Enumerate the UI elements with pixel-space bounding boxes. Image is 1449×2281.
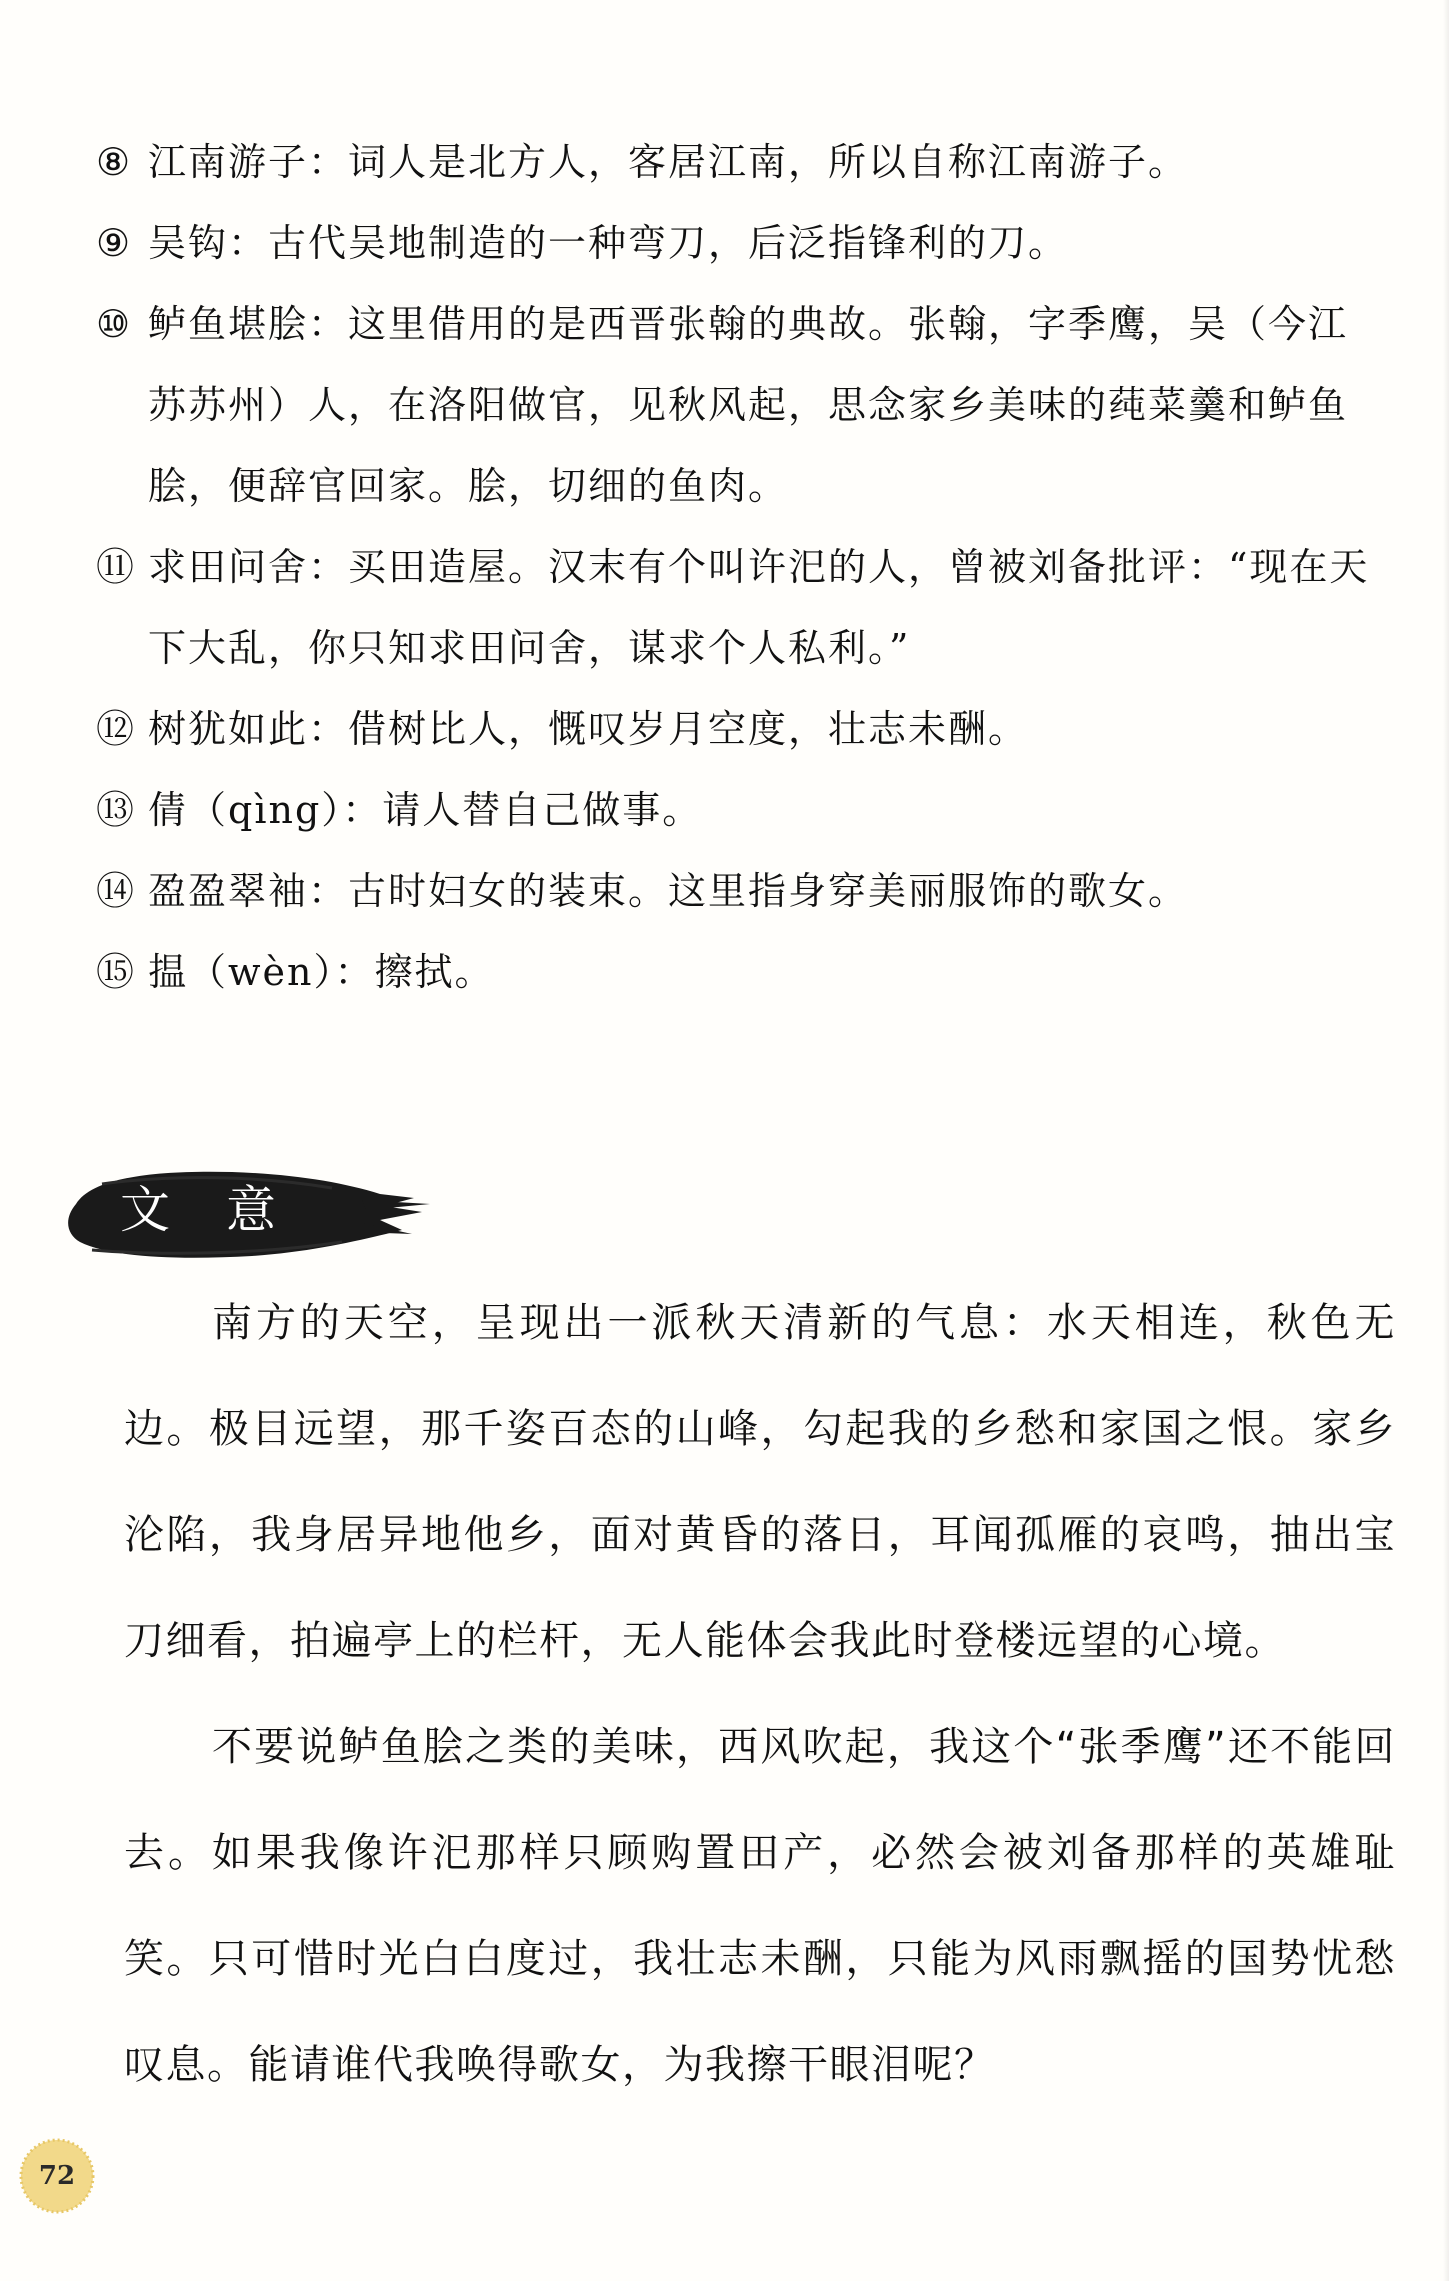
note-item xyxy=(96,932,1376,1013)
page-edge-shadow xyxy=(1443,0,1449,2281)
section-heading xyxy=(62,1160,432,1266)
note-number: ⑭ xyxy=(96,869,137,913)
note-text: 鲈鱼堪脍：这里借用的是西晋张翰的典故。张翰，字季鹰，吴（今江苏苏州）人，在洛阳做官，见秋风起，思念家乡美味的莼菜羹和鲈鱼脍，便辞官回家。脍，切细的鱼肉。 xyxy=(148,302,1349,508)
note-text: 吴钩：古代吴地制造的一种弯刀，后泛指锋利的刀。 xyxy=(148,221,1069,265)
page-number: 72 xyxy=(38,2161,76,2191)
note-text: 倩（qìng）：请人替自己做事。 xyxy=(148,788,703,832)
note-text: 盈盈翠袖：古时妇女的装束。这里指身穿美丽服饰的歌女。 xyxy=(148,869,1189,913)
note-item xyxy=(96,689,1376,770)
note-text: 树犹如此：借树比人，慨叹岁月空度，壮志未酬。 xyxy=(148,707,1029,751)
note-number: ⑪ xyxy=(96,545,137,589)
note-item xyxy=(96,851,1376,932)
section-title: 文意 xyxy=(120,1181,332,1239)
note-item xyxy=(96,122,1376,203)
page-number-badge xyxy=(18,2137,96,2215)
note-number: ⑬ xyxy=(96,788,137,832)
note-text: 揾（wèn）：擦拭。 xyxy=(148,950,495,994)
note-item xyxy=(96,527,1376,689)
note-text: 求田问舍：买田造屋。汉末有个叫许汜的人，曾被刘备批评：“现在天下大乱，你只知求田问舍，谋求个人私利。” xyxy=(148,545,1370,670)
note-text: 江南游子：词人是北方人，客居江南，所以自称江南游子。 xyxy=(148,140,1189,184)
note-item xyxy=(96,284,1376,527)
paragraph: 南方的天空，呈现出一派秋天清新的气息：水天相连，秋色无边。极目远望，那千姿百态的山峰，勾起我的乡愁和家国之恨。家乡沦陷，我身居异地他乡，面对黄昏的落日，耳闻孤雁的哀鸣，抽出宝刀细看，拍遍亭上的栏杆，无人能体会我此时登楼远望的心境。 xyxy=(124,1300,1396,1664)
note-number: ⑮ xyxy=(96,950,137,994)
note-number: ⑧ xyxy=(96,140,133,184)
translation-body xyxy=(124,1270,1396,2118)
note-number: ⑫ xyxy=(96,707,137,751)
annotation-notes xyxy=(96,122,1376,1013)
note-number: ⑨ xyxy=(96,221,133,265)
note-item xyxy=(96,770,1376,851)
note-number: ⑩ xyxy=(96,302,133,346)
paragraph: 不要说鲈鱼脍之类的美味，西风吹起，我这个“张季鹰”还不能回去。如果我像许汜那样只顾购置田产，必然会被刘备那样的英雄耻笑。只可惜时光白白度过，我壮志未酬，只能为风雨飘摇的国势忧愁叹息。能请谁代我唤得歌女，为我擦干眼泪呢？ xyxy=(124,1724,1396,2088)
note-item xyxy=(96,203,1376,284)
